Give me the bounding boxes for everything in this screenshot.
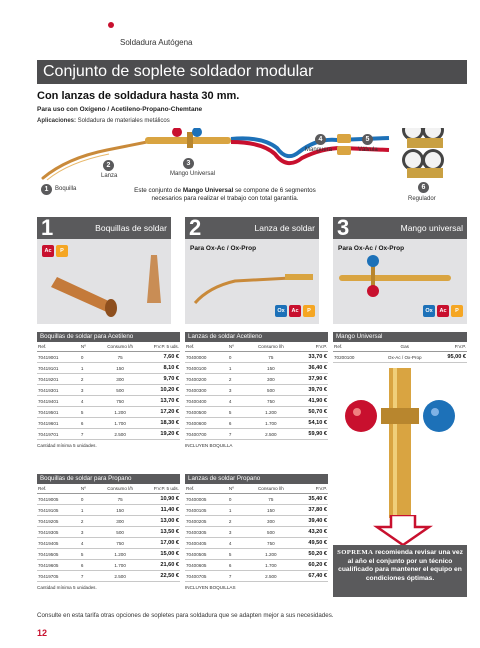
callout-1-badge: 1 xyxy=(41,184,52,195)
column-header: Consumo l/h xyxy=(248,342,294,352)
table-row xyxy=(37,527,180,538)
table-cell: 75 xyxy=(100,494,140,505)
table-cell: 2.500 xyxy=(100,429,140,440)
table-cell: 19,20 € xyxy=(140,429,180,440)
table-cell: 3 xyxy=(228,527,248,538)
data-table xyxy=(185,342,328,440)
table-cell: 5 xyxy=(80,407,100,418)
table-cell: 4 xyxy=(228,396,248,407)
table-cell: 150 xyxy=(248,363,294,374)
column-header: Nº xyxy=(80,342,100,352)
data-table xyxy=(333,342,467,363)
data-table xyxy=(185,484,328,582)
handle-closeup-illustration xyxy=(333,368,467,518)
table-cell: 0 xyxy=(228,352,248,363)
table-cell: 2.500 xyxy=(248,429,294,440)
table-cell: 7 xyxy=(80,429,100,440)
table-lanzas-propano xyxy=(185,474,328,590)
table-row xyxy=(333,352,467,363)
table-row xyxy=(37,418,180,429)
table-row xyxy=(185,407,328,418)
propane-badge: P xyxy=(303,305,315,317)
column-header: Consumo l/h xyxy=(100,484,140,494)
table-row xyxy=(185,385,328,396)
table-cell: 39,40 € xyxy=(294,516,328,527)
table-row xyxy=(185,505,328,516)
table-cell: 70400305 xyxy=(185,527,228,538)
callout-3-label: Mango Universal xyxy=(170,171,216,177)
usage-line: Para uso con Oxígeno / Acetileno-Propano-Chemtane xyxy=(37,106,203,113)
table-row xyxy=(37,505,180,516)
table-row xyxy=(37,494,180,505)
table-cell: 70400500 xyxy=(185,407,228,418)
table-cell: 7 xyxy=(228,571,248,582)
table-row xyxy=(185,516,328,527)
panel-subtitle: Para Ox-Ac / Ox-Prop xyxy=(338,245,405,252)
brand-dot-icon xyxy=(108,22,114,28)
callout-2-badge: 2 xyxy=(103,160,114,171)
table-cell: 6 xyxy=(228,560,248,571)
table-cell: 7 xyxy=(228,429,248,440)
table-row xyxy=(185,538,328,549)
table-cell: 150 xyxy=(248,505,294,516)
table-cell: 37,90 € xyxy=(294,374,328,385)
table-cell: Ox-Ac / Ox-Prop xyxy=(376,352,434,363)
panel-boquillas xyxy=(37,217,171,324)
table-cell: 70419105 xyxy=(37,505,80,516)
table-cell: 70419701 xyxy=(37,429,80,440)
panel-number: 1 xyxy=(41,215,54,240)
table-cell: 750 xyxy=(248,396,294,407)
desc-pre: Este conjunto de xyxy=(134,187,183,194)
table-cell: 750 xyxy=(100,396,140,407)
column-header: P.V.P. xyxy=(294,484,328,494)
column-header: P.V.P. 5 uds. xyxy=(140,342,180,352)
page-subtitle: Con lanzas de soldadura hasta 30 mm. xyxy=(37,90,240,102)
panel-number: 3 xyxy=(337,215,350,240)
table-cell: 37,80 € xyxy=(294,505,328,516)
panel-mango xyxy=(333,217,467,324)
table-cell: 50,70 € xyxy=(294,407,328,418)
table-cell: 70400300 xyxy=(185,385,228,396)
callout-2-label: Lanza xyxy=(101,173,118,179)
table-cell: 35,40 € xyxy=(294,494,328,505)
acetylene-badge: Ac xyxy=(42,245,54,257)
table-cell: 41,90 € xyxy=(294,396,328,407)
table-cell: 300 xyxy=(100,374,140,385)
callout-6-label: Regulador xyxy=(408,196,436,202)
table-cell: 70400605 xyxy=(185,560,228,571)
column-header: Nº xyxy=(228,342,248,352)
acetylene-badge: Ac xyxy=(437,305,449,317)
table-cell: 70419501 xyxy=(37,407,80,418)
table-cell: 7 xyxy=(80,571,100,582)
table-cell: 17,00 € xyxy=(140,538,180,549)
table-cell: 17,20 € xyxy=(140,407,180,418)
table-row xyxy=(37,571,180,582)
table-cell: 70419201 xyxy=(37,374,80,385)
footer-note: Consulte en esta tarifa otras opciones de sopletes para soldadura que se adapten mejor a sus necesidades. xyxy=(37,612,334,619)
table-title: Lanzas de soldar Propano xyxy=(185,474,328,484)
table-cell: 70419205 xyxy=(37,516,80,527)
section-title: Soldadura Autógena xyxy=(120,38,193,47)
table-cell: 60,20 € xyxy=(294,560,328,571)
table-cell: 9,70 € xyxy=(140,374,180,385)
table-cell: 70400505 xyxy=(185,549,228,560)
column-header: P.V.P. 5 uds. xyxy=(140,484,180,494)
table-cell: 6 xyxy=(80,560,100,571)
table-cell: 75 xyxy=(248,352,294,363)
table-note: Cantidad mínima 5 unidades. xyxy=(37,585,97,590)
table-row xyxy=(37,363,180,374)
table-cell: 13,70 € xyxy=(140,396,180,407)
table-cell: 5 xyxy=(228,407,248,418)
table-cell: 70419401 xyxy=(37,396,80,407)
table-cell: 70419001 xyxy=(37,352,80,363)
table-cell: 75 xyxy=(100,352,140,363)
applications-line xyxy=(37,118,170,124)
panel-lanza xyxy=(185,217,319,324)
table-cell: 0 xyxy=(80,494,100,505)
table-cell: 13,00 € xyxy=(140,516,180,527)
table-lanzas-acetileno xyxy=(185,332,328,448)
page-number: 12 xyxy=(37,628,48,638)
table-cell: 1.700 xyxy=(248,418,294,429)
column-header: P.V.P. xyxy=(434,342,467,352)
table-cell: 54,10 € xyxy=(294,418,328,429)
propane-badge: P xyxy=(56,245,68,257)
table-cell: 70419705 xyxy=(37,571,80,582)
table-cell: 2 xyxy=(80,374,100,385)
table-row xyxy=(37,407,180,418)
column-header: Gas xyxy=(376,342,434,352)
table-row xyxy=(185,374,328,385)
table-cell: 70400000 xyxy=(185,352,228,363)
table-cell: 39,70 € xyxy=(294,385,328,396)
table-row xyxy=(185,571,328,582)
table-cell: 3 xyxy=(228,385,248,396)
table-cell: 70400700 xyxy=(185,429,228,440)
table-cell: 7,60 € xyxy=(140,352,180,363)
table-cell: 95,00 € xyxy=(434,352,467,363)
table-row xyxy=(37,352,180,363)
table-row xyxy=(37,538,180,549)
table-cell: 8,10 € xyxy=(140,363,180,374)
callout-5-badge: 5 xyxy=(362,134,373,145)
column-header: Consumo l/h xyxy=(100,342,140,352)
table-cell: 4 xyxy=(228,538,248,549)
table-cell: 2 xyxy=(80,516,100,527)
applications-text: Soldadura de materiales metálicos xyxy=(76,118,170,124)
table-cell: 49,50 € xyxy=(294,538,328,549)
table-cell: 0 xyxy=(80,352,100,363)
column-header: Ref. xyxy=(37,342,80,352)
table-cell: 67,40 € xyxy=(294,571,328,582)
table-row xyxy=(185,363,328,374)
panel-title: Mango universal xyxy=(400,223,463,233)
table-cell: 33,70 € xyxy=(294,352,328,363)
table-cell: 1.200 xyxy=(100,407,140,418)
table-row xyxy=(185,418,328,429)
table-cell: 500 xyxy=(248,527,294,538)
table-cell: 70419005 xyxy=(37,494,80,505)
table-cell: 70419301 xyxy=(37,385,80,396)
table-row xyxy=(185,549,328,560)
table-note: INCLUYEN BOQUILLAS xyxy=(185,585,236,590)
applications-label: Aplicaciones: xyxy=(37,118,77,124)
table-cell: 59,90 € xyxy=(294,429,328,440)
table-note: Cantidad mínima 5 unidades. xyxy=(37,443,97,448)
table-cell: 18,30 € xyxy=(140,418,180,429)
table-title: Boquillas de soldar para Acetileno xyxy=(37,332,180,342)
table-cell: 1 xyxy=(80,505,100,516)
table-title: Mango Universal xyxy=(333,332,467,342)
table-cell: 36,40 € xyxy=(294,363,328,374)
table-row xyxy=(37,560,180,571)
table-cell: 4 xyxy=(80,396,100,407)
table-cell: 500 xyxy=(100,527,140,538)
table-cell: 500 xyxy=(248,385,294,396)
panel-number: 2 xyxy=(189,215,202,240)
callout-3-badge: 3 xyxy=(183,158,194,169)
callout-6-badge: 6 xyxy=(418,182,429,193)
table-cell: 4 xyxy=(80,538,100,549)
soprema-brand: SOPREMA xyxy=(337,549,374,556)
table-cell: 70400100 xyxy=(185,363,228,374)
table-title: Boquillas de soldar para Propano xyxy=(37,474,180,484)
table-cell: 1.200 xyxy=(248,549,294,560)
table-cell: 150 xyxy=(100,363,140,374)
table-row xyxy=(37,516,180,527)
table-mango xyxy=(333,332,467,363)
table-cell: 5 xyxy=(80,549,100,560)
table-cell: 70400405 xyxy=(185,538,228,549)
table-row xyxy=(37,374,180,385)
callout-4-label: Manguera xyxy=(305,147,333,153)
table-cell: 1 xyxy=(80,363,100,374)
column-header: Ref. xyxy=(333,342,376,352)
callout-5-label: Válvula xyxy=(358,147,378,153)
table-cell: 70400705 xyxy=(185,571,228,582)
table-row xyxy=(37,429,180,440)
table-cell: 15,00 € xyxy=(140,549,180,560)
table-cell: 70400105 xyxy=(185,505,228,516)
table-cell: 21,60 € xyxy=(140,560,180,571)
table-cell: 11,40 € xyxy=(140,505,180,516)
column-header: Nº xyxy=(80,484,100,494)
table-row xyxy=(37,549,180,560)
table-cell: 1 xyxy=(228,505,248,516)
table-cell: 1.700 xyxy=(100,418,140,429)
panel-subtitle: Para Ox-Ac / Ox-Prop xyxy=(190,245,257,252)
table-cell: 70419605 xyxy=(37,560,80,571)
panel-title: Boquillas de soldar xyxy=(95,223,167,233)
table-cell: 10,20 € xyxy=(140,385,180,396)
table-cell: 5 xyxy=(228,549,248,560)
callout-1-label: Boquilla xyxy=(55,186,77,192)
callout-4-badge: 4 xyxy=(315,134,326,145)
page-title: Conjunto de soplete soldador modular xyxy=(37,60,467,84)
table-cell: 1 xyxy=(228,363,248,374)
soprema-text: recomienda revisar una vez al año el conjunto por un técnico cualificado para mantener el equipo en condiciones óptimas. xyxy=(338,549,463,583)
table-cell: 6 xyxy=(228,418,248,429)
table-row xyxy=(185,429,328,440)
table-cell: 70419305 xyxy=(37,527,80,538)
table-cell: 22,50 € xyxy=(140,571,180,582)
oxygen-badge: Ox xyxy=(423,305,435,317)
table-cell: 750 xyxy=(100,538,140,549)
table-note: INCLUYEN BOQUILLA xyxy=(185,443,233,448)
table-cell: 70419101 xyxy=(37,363,80,374)
nozzle-illustration xyxy=(37,217,171,324)
desc-bold: Mango Universal xyxy=(182,187,234,194)
table-cell: 750 xyxy=(248,538,294,549)
data-table xyxy=(37,342,180,440)
table-row xyxy=(185,396,328,407)
table-cell: 3 xyxy=(80,385,100,396)
table-cell: 2 xyxy=(228,516,248,527)
table-cell: 1.200 xyxy=(100,549,140,560)
table-cell: 1.700 xyxy=(100,560,140,571)
table-row xyxy=(37,396,180,407)
column-header: P.V.P. xyxy=(294,342,328,352)
table-cell: 70400205 xyxy=(185,516,228,527)
table-cell: 1.200 xyxy=(248,407,294,418)
column-header: Nº xyxy=(228,484,248,494)
table-cell: 6 xyxy=(80,418,100,429)
table-row xyxy=(185,494,328,505)
column-header: Consumo l/h xyxy=(248,484,294,494)
propane-badge: P xyxy=(451,305,463,317)
table-cell: 70400400 xyxy=(185,396,228,407)
assembly-description xyxy=(130,187,320,203)
table-cell: 75 xyxy=(248,494,294,505)
table-cell: 3 xyxy=(80,527,100,538)
table-cell: 43,20 € xyxy=(294,527,328,538)
panel-title: Lanza de soldar xyxy=(254,223,315,233)
table-cell: 300 xyxy=(100,516,140,527)
table-cell: 70200100 xyxy=(333,352,376,363)
desc-post: se compone de 6 segmentos necesarios para realizar el trabajo con total garantía. xyxy=(151,187,316,203)
oxygen-badge: Ox xyxy=(275,305,287,317)
table-title: Lanzas de soldar Acetileno xyxy=(185,332,328,342)
down-arrow-icon xyxy=(373,515,433,545)
table-cell: 13,50 € xyxy=(140,527,180,538)
table-cell: 50,20 € xyxy=(294,549,328,560)
soprema-recommendation xyxy=(333,545,467,597)
table-row xyxy=(185,352,328,363)
table-cell: 300 xyxy=(248,516,294,527)
table-row xyxy=(185,527,328,538)
table-cell: 70400005 xyxy=(185,494,228,505)
column-header: Ref. xyxy=(185,342,228,352)
table-cell: 10,90 € xyxy=(140,494,180,505)
table-cell: 2.500 xyxy=(248,571,294,582)
table-cell: 70400200 xyxy=(185,374,228,385)
acetylene-badge: Ac xyxy=(289,305,301,317)
table-cell: 70419601 xyxy=(37,418,80,429)
table-row xyxy=(185,560,328,571)
table-cell: 2.500 xyxy=(100,571,140,582)
column-header: Ref. xyxy=(37,484,80,494)
table-cell: 2 xyxy=(228,374,248,385)
table-boquillas-acetileno xyxy=(37,332,180,448)
table-cell: 150 xyxy=(100,505,140,516)
table-cell: 1.700 xyxy=(248,560,294,571)
table-cell: 70419405 xyxy=(37,538,80,549)
column-header: Ref. xyxy=(185,484,228,494)
table-row xyxy=(37,385,180,396)
table-boquillas-propano xyxy=(37,474,180,590)
table-cell: 300 xyxy=(248,374,294,385)
table-cell: 500 xyxy=(100,385,140,396)
table-cell: 70419505 xyxy=(37,549,80,560)
table-cell: 0 xyxy=(228,494,248,505)
data-table xyxy=(37,484,180,582)
table-cell: 70400600 xyxy=(185,418,228,429)
